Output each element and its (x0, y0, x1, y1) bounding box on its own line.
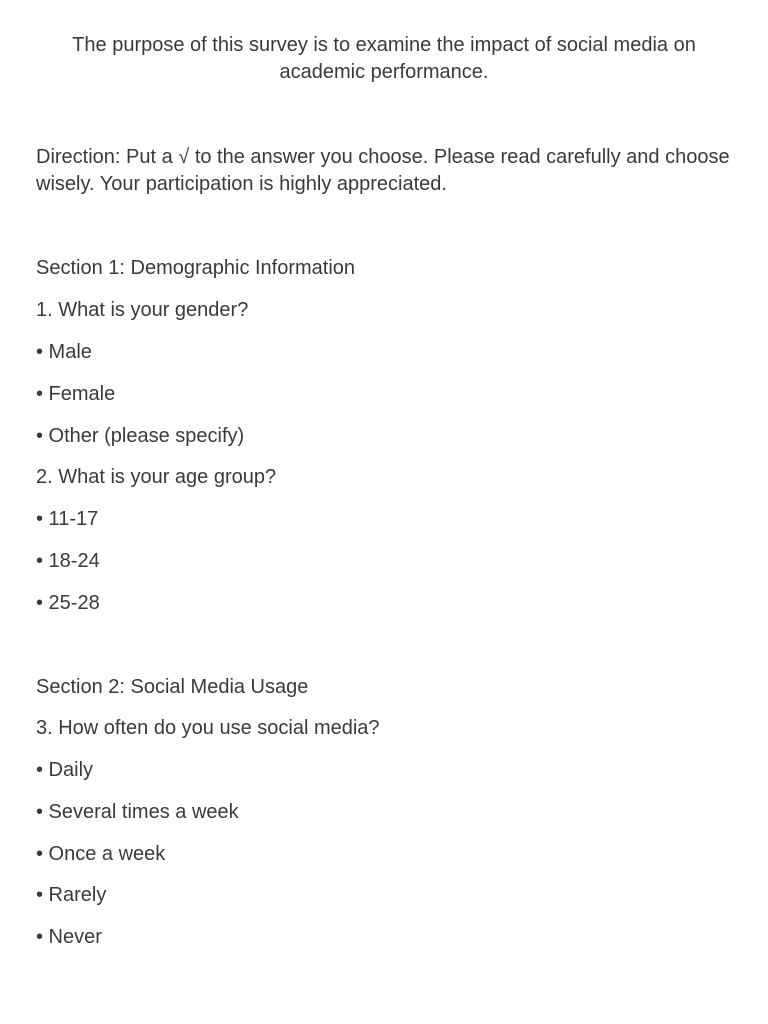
section-2-title: Section 2: Social Media Usage (36, 676, 309, 698)
option-age-18-24: • 18-24 (36, 550, 100, 572)
survey-direction: Direction: Put a √ to the answer you choose. Please read carefully and choose wisely. Your participation is highly appreciated. (36, 146, 730, 195)
option-other: • Other (please specify) (36, 425, 245, 447)
option-age-11-17: • 11-17 (36, 508, 99, 530)
survey-intro: The purpose of this survey is to examine the impact of social media on academic performance. (72, 34, 696, 83)
option-once-a-week: • Once a week (36, 843, 166, 865)
question-2: 2. What is your age group? (36, 466, 277, 488)
option-several-times-a-week: • Several times a week (36, 801, 239, 823)
question-3: 3. How often do you use social media? (36, 717, 380, 739)
section-1-title: Section 1: Demographic Information (36, 257, 356, 279)
option-daily: • Daily (36, 759, 94, 781)
option-female: • Female (36, 383, 116, 405)
option-never: • Never (36, 926, 102, 948)
option-rarely: • Rarely (36, 884, 107, 906)
option-male: • Male (36, 341, 92, 363)
option-age-25-28: • 25-28 (36, 592, 100, 614)
question-1: 1. What is your gender? (36, 299, 249, 321)
